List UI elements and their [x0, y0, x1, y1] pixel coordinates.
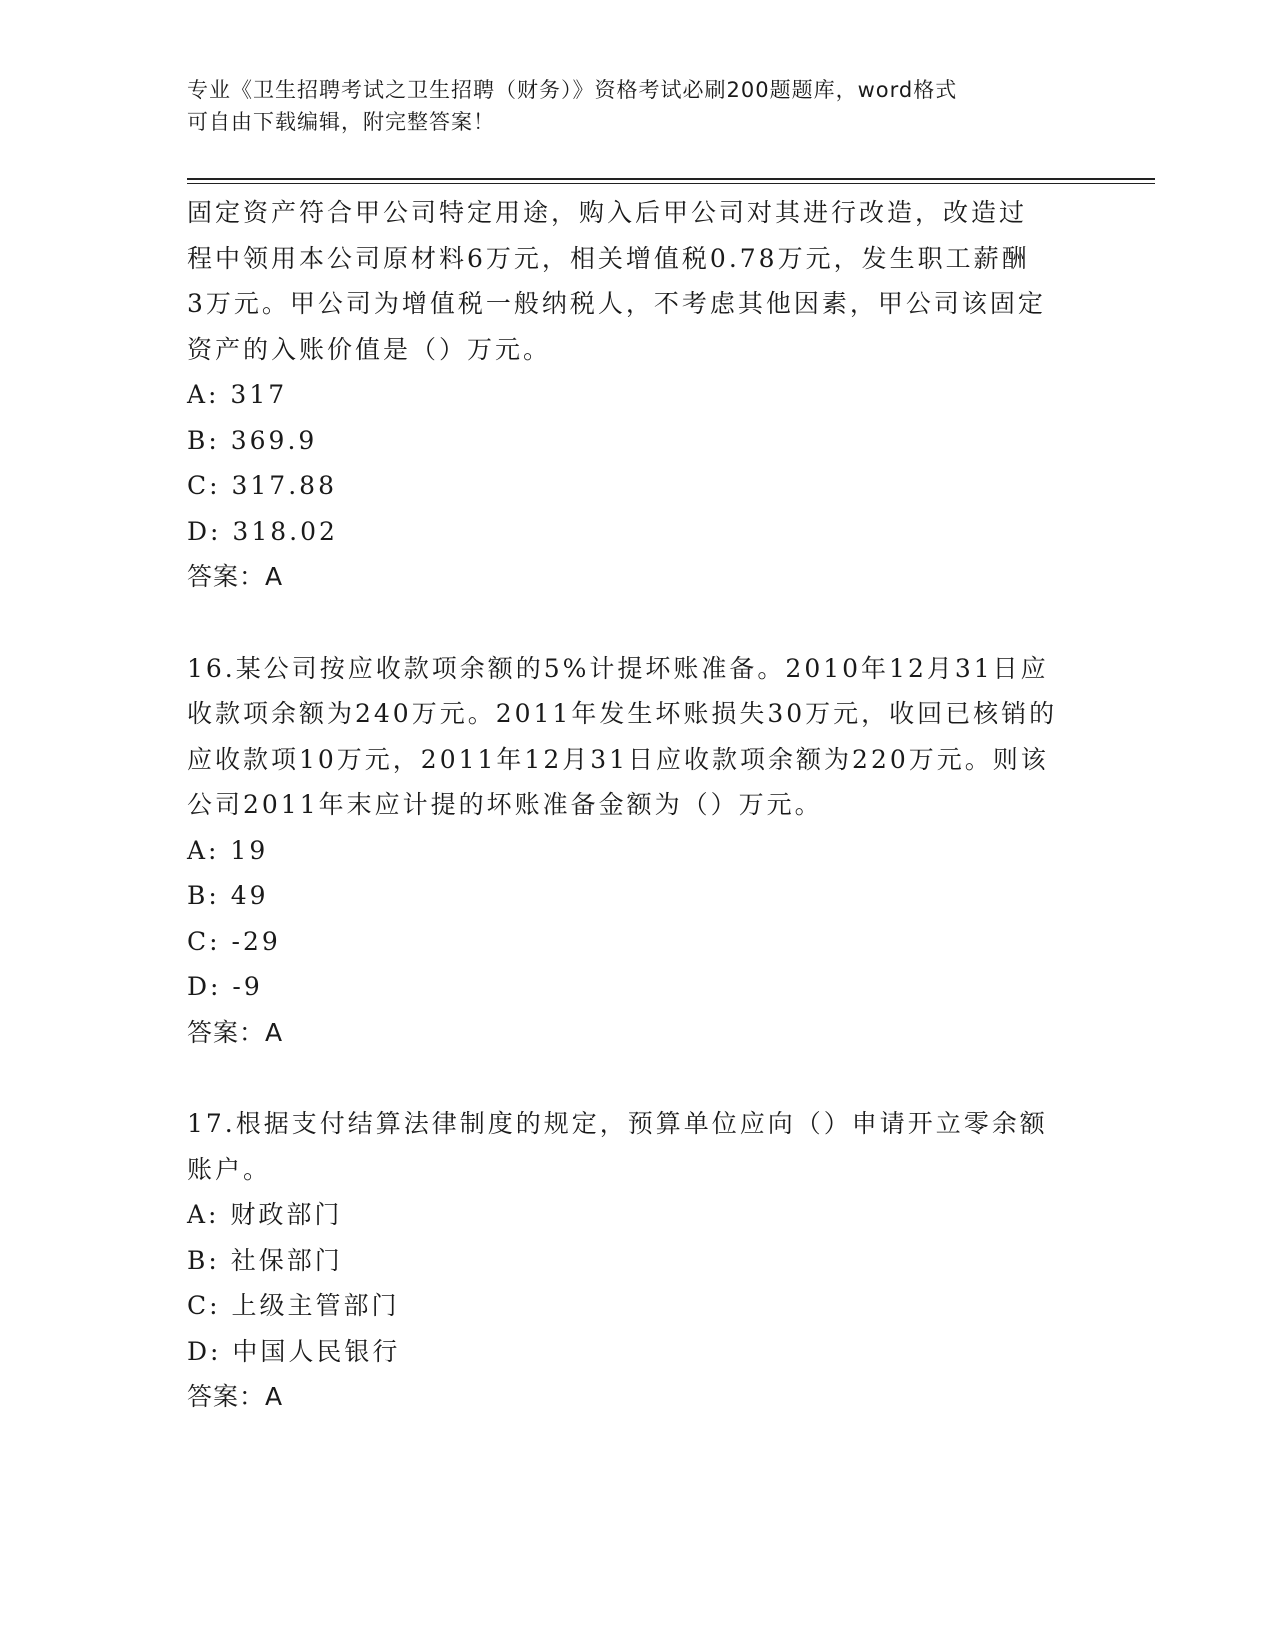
option-c: C: 上级主管部门	[187, 1291, 400, 1320]
question-stem-line: 3万元。甲公司为增值税一般纳税人，不考虑其他因素，甲公司该固定	[187, 289, 1046, 318]
answer-line: 答案：A	[187, 1017, 284, 1047]
question-stem-line: 公司2011年末应计提的坏账准备金额为（）万元。	[187, 790, 823, 819]
question-15-continued	[187, 190, 1087, 600]
question-stem-line: 17.根据支付结算法律制度的规定，预算单位应向（）申请开立零余额	[187, 1109, 1048, 1138]
question-stem-line: 应收款项10万元，2011年12月31日应收款项余额为220万元。则该	[187, 744, 1049, 774]
option-a: A: 19	[187, 835, 269, 865]
option-d: D: 中国人民银行	[187, 1336, 401, 1366]
option-a: A: 317	[187, 380, 288, 409]
header-line-2: 可自由下载编辑，附完整答案！	[187, 110, 495, 134]
question-stem-line: 程中领用本公司原材料6万元，相关增值税0.78万元，发生职工薪酬	[187, 243, 1030, 273]
option-c: C: 317.88	[187, 471, 337, 500]
document-header	[187, 74, 1087, 138]
option-d: D: -9	[187, 972, 263, 1001]
question-16	[187, 646, 1087, 1056]
option-d: D: 318.02	[187, 516, 338, 546]
answer-line: 答案：A	[187, 562, 284, 591]
header-divider-thick	[187, 178, 1155, 180]
header-line-1: 专业《卫生招聘考试之卫生招聘（财务）》资格考试必刷200题题库，word格式	[187, 78, 958, 102]
option-b: B: 社保部门	[187, 1245, 343, 1275]
header-divider-thin	[187, 183, 1155, 184]
question-stem-line: 账户。	[187, 1154, 272, 1184]
option-c: C: -29	[187, 926, 281, 956]
question-stem-line: 固定资产符合甲公司特定用途，购入后甲公司对其进行改造，改造过	[187, 198, 1028, 227]
option-b: B: 49	[187, 881, 269, 910]
option-b: B: 369.9	[187, 425, 318, 455]
question-list	[187, 190, 1087, 1466]
question-17	[187, 1101, 1087, 1420]
option-a: A: 财政部门	[187, 1200, 343, 1229]
question-stem-line: 资产的入账价值是（）万元。	[187, 334, 552, 364]
answer-line: 答案：A	[187, 1382, 284, 1411]
question-stem-line: 16.某公司按应收款项余额的5%计提坏账准备。2010年12月31日应	[187, 653, 1049, 683]
question-stem-line: 收款项余额为240万元。2011年发生坏账损失30万元，收回已核销的	[187, 699, 1058, 728]
